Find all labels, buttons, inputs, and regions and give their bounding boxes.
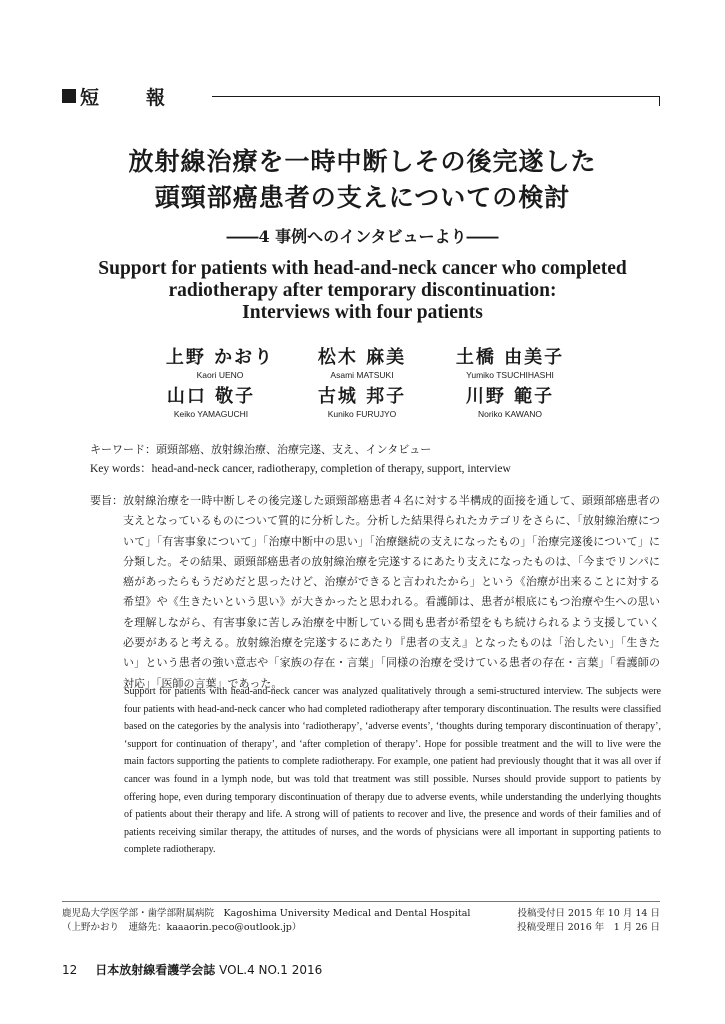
author-name-en: Kuniko FURUJYO xyxy=(327,409,397,419)
title-en-line3: Interviews with four patients xyxy=(242,302,483,323)
square-bullet-icon xyxy=(62,89,76,103)
footnote-divider xyxy=(62,901,660,902)
accepted-date: 投稿受理日 2016 年 1 月 26 日 xyxy=(517,922,660,933)
author-name-en: Asami MATSUKI xyxy=(330,370,394,380)
title-en-line2: radiotherapy after temporary discontinuation: xyxy=(168,280,557,301)
abstract-en-text: Support for patients with head-and-neck cancer was analyzed qualitatively through a semi-structured interview. The subjects were four patients with head-and-neck cancer who had completed radiotherapy after temporary discontinuation. The results were classified based on the categories by the analysis into ʻradiotherapyʼ, ʻadverse eventsʼ, ʻthoughts during temporary discontinuation of therapyʼ, ʻsupport for continuation of therapyʼ, and ʻafter completion of therapyʼ. Hope for possible treatment and the will to live were the main factors supporting the patients to complete radiotherapy. For example, one patient had previously thought that it was all over if cancer was found in a lymph node, but was told that treatment was still possible. Nurses should provide support to patients by offering hope, even during temporary discontinuation of therapy due to adverse events, while understanding the underlying thoughts of patients about their therapy and life. A strong will of patients to recover and live, the presence and words of their families and of patients receiving similar therapy, the attitudes of nurses, and the words of physicians were all important in supporting patients to complete radiotherapy. xyxy=(124,686,661,856)
author-1 xyxy=(140,343,300,380)
section-rule xyxy=(212,96,660,97)
author-3 xyxy=(430,343,590,380)
author-4 xyxy=(131,382,291,419)
journal-name: 日本放射線看護学会誌 xyxy=(95,963,216,977)
affiliation: 鹿児島大学医学部・歯学部附属病院 Kagoshima University Medical and Dental Hospital xyxy=(62,908,471,919)
section-rule-end xyxy=(659,96,660,106)
author-name-jp: 上野 かおり xyxy=(165,347,275,368)
received-date: 投稿受付日 2015 年 10 月 14 日 xyxy=(517,908,660,919)
affiliation-block xyxy=(62,907,470,935)
author-name-jp: 松木 麻美 xyxy=(317,347,407,368)
dates-block xyxy=(517,907,660,935)
journal-volume: VOL.4 NO.1 2016 xyxy=(219,963,323,977)
title-en-line1: Support for patients with head-and-neck cancer who completed xyxy=(98,258,627,279)
section-header xyxy=(62,86,660,110)
title-jp-line1: 放射線治療を一時中断しその後完遂した xyxy=(128,147,597,176)
title-jp-line2: 頭頸部癌患者の支えについての検討 xyxy=(154,183,571,212)
abstract-jp-text: 放射線治療を一時中断しその後完遂した頭頸部癌患者４名に対する半構成的面接を通して、頭頸部癌患者の支えとなっているものについて質的に分析した。分析した結果得られたカテゴリをさらに、「放射線治療について」「有害事象について」「治療中断中の思い」「治療継続の支えになったもの」「治療完遂後について」に分類した。その結果、頭頸部癌患者の放射線治療を完遂するにあたり支えになったものは、「今までリンパに癌があったらもうだめだと思ったけど、治療ができると言われたから」という《治療が出来ることに対する希望》や《生きたいという思い》が大きかったと思われる。看護師は、患者が根底にもつ治療や生への思いを理解しながら、有害事象に苦しみ治療を中断している間も患者が希望をもち続けられるよう支援していく必要があると考える。放射線治療を完遂するにあたり『患者の支え』となったものは「治したい」「生きたい」という患者の強い意志や「家族の存在・言葉」「同様の治療を受けている患者の存在・言葉」「看護師の対応」「医師の言葉」であった。 xyxy=(123,494,660,690)
author-name-jp: 土橋 由美子 xyxy=(455,347,565,368)
keywords-jp: キーワード：頭頸部癌、放射線治療、治療完遂、支え、インタビュー xyxy=(90,443,432,456)
author-6 xyxy=(430,382,590,419)
author-name-jp: 山口 敬子 xyxy=(166,386,256,407)
author-5 xyxy=(282,382,442,419)
page-number: 12 xyxy=(62,963,78,977)
author-name-jp: 川野 範子 xyxy=(465,386,555,407)
author-name-en: Keiko YAMAGUCHI xyxy=(173,409,249,419)
author-2 xyxy=(282,343,442,380)
author-name-en: Yumiko TSUCHIHASHI xyxy=(466,370,554,380)
keywords-en: Key words：head-and-neck cancer, radiotherapy, completion of therapy, support, interview xyxy=(90,463,511,475)
title-jp-subtitle: ――4 事例へのインタビューより―― xyxy=(226,227,499,246)
contact: （上野かおり 連絡先：kaaaorin.peco@outlook.jp） xyxy=(62,922,302,933)
abstract-jp xyxy=(90,491,660,694)
page-footer xyxy=(62,961,322,978)
abstract-jp-label: 要旨： xyxy=(90,494,123,507)
author-name-jp: 古城 邦子 xyxy=(317,386,407,407)
author-name-en: Noriko KAWANO xyxy=(477,409,543,419)
section-label: 短 報 xyxy=(80,87,180,109)
author-name-en: Kaori UENO xyxy=(196,370,244,380)
